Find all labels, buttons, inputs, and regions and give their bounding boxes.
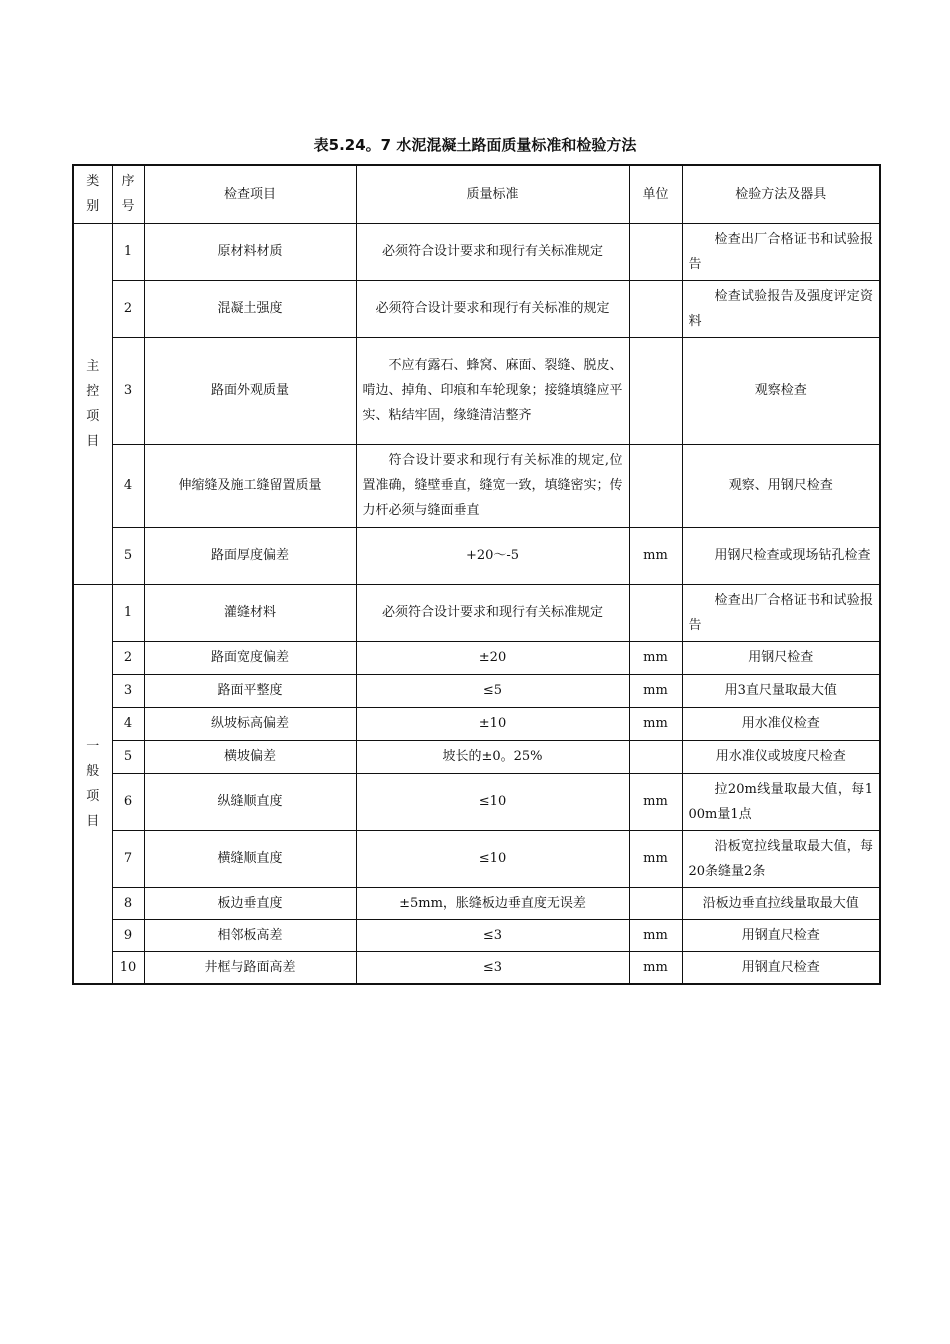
table-row <box>73 707 880 740</box>
row-item: 横坡偏差 <box>144 740 356 773</box>
row-item: 纵坡标高偏差 <box>144 707 356 740</box>
row-item: 横缝顺直度 <box>144 830 356 887</box>
row-unit: mm <box>629 707 682 740</box>
header-row <box>73 165 880 223</box>
header-category: 类别 <box>73 165 112 223</box>
table-row <box>73 830 880 887</box>
row-standard: ≤3 <box>356 951 629 984</box>
row-unit <box>629 280 682 337</box>
row-item: 板边垂直度 <box>144 887 356 919</box>
row-no: 4 <box>112 707 144 740</box>
row-unit: mm <box>629 951 682 984</box>
row-standard: ≤5 <box>356 674 629 707</box>
row-no: 1 <box>112 223 144 280</box>
row-no: 1 <box>112 584 144 641</box>
row-unit <box>629 584 682 641</box>
row-method: 用钢尺检查 <box>682 641 880 674</box>
row-item: 路面外观质量 <box>144 337 356 444</box>
row-item: 路面平整度 <box>144 674 356 707</box>
row-no: 3 <box>112 674 144 707</box>
row-unit: mm <box>629 830 682 887</box>
row-standard: 不应有露石、蜂窝、麻面、裂缝、脱皮、啃边、掉角、印痕和车轮现象；接缝填缝应平实、粘结牢固，缘缝清洁整齐 <box>356 337 629 444</box>
row-no: 6 <box>112 773 144 830</box>
row-method: 观察检查 <box>682 337 880 444</box>
row-no: 9 <box>112 919 144 951</box>
row-standard: +20～-5 <box>356 527 629 584</box>
row-unit: mm <box>629 641 682 674</box>
row-standard: ±5mm，胀缝板边垂直度无误差 <box>356 887 629 919</box>
row-item: 原材料材质 <box>144 223 356 280</box>
row-item: 路面厚度偏差 <box>144 527 356 584</box>
row-no: 10 <box>112 951 144 984</box>
row-no: 7 <box>112 830 144 887</box>
table-row <box>73 674 880 707</box>
category-main: 主控项目 <box>73 223 112 584</box>
quality-standard-table <box>72 164 881 985</box>
row-no: 5 <box>112 527 144 584</box>
category-general: 一般项目 <box>73 584 112 984</box>
row-item: 纵缝顺直度 <box>144 773 356 830</box>
row-unit: mm <box>629 674 682 707</box>
row-unit <box>629 444 682 527</box>
row-method: 用3直尺量取最大值 <box>682 674 880 707</box>
row-method: 沿板宽拉线量取最大值，每20条缝量2条 <box>682 830 880 887</box>
table-row <box>73 527 880 584</box>
row-unit <box>629 223 682 280</box>
row-unit <box>629 887 682 919</box>
row-standard: 必须符合设计要求和现行有关标准的规定 <box>356 280 629 337</box>
table-row <box>73 337 880 444</box>
row-unit: mm <box>629 527 682 584</box>
header-seq: 序号 <box>112 165 144 223</box>
table-title: 表5.24。7 水泥混凝土路面质量标准和检验方法 <box>313 136 637 154</box>
row-method: 用水准仪检查 <box>682 707 880 740</box>
row-item: 伸缩缝及施工缝留置质量 <box>144 444 356 527</box>
row-item: 路面宽度偏差 <box>144 641 356 674</box>
row-no: 3 <box>112 337 144 444</box>
row-item: 井框与路面高差 <box>144 951 356 984</box>
row-unit: mm <box>629 773 682 830</box>
row-standard: ≤3 <box>356 919 629 951</box>
table-row <box>73 223 880 280</box>
row-method: 检查试验报告及强度评定资料 <box>682 280 880 337</box>
row-standard: ±10 <box>356 707 629 740</box>
row-method: 用水准仪或坡度尺检查 <box>682 740 880 773</box>
table-row <box>73 919 880 951</box>
header-unit: 单位 <box>629 165 682 223</box>
table-row <box>73 887 880 919</box>
row-method: 沿板边垂直拉线量取最大值 <box>682 887 880 919</box>
row-method: 观察、用钢尺检查 <box>682 444 880 527</box>
row-method: 用钢直尺检查 <box>682 951 880 984</box>
table-row <box>73 584 880 641</box>
header-method: 检验方法及器具 <box>682 165 880 223</box>
row-method: 检查出厂合格证书和试验报告 <box>682 223 880 280</box>
row-unit <box>629 740 682 773</box>
table-row <box>73 444 880 527</box>
row-standard: 必须符合设计要求和现行有关标准规定 <box>356 223 629 280</box>
table-row <box>73 773 880 830</box>
row-unit: mm <box>629 919 682 951</box>
table-row <box>73 280 880 337</box>
row-no: 8 <box>112 887 144 919</box>
row-standard: ±20 <box>356 641 629 674</box>
row-no: 2 <box>112 280 144 337</box>
row-standard: 符合设计要求和现行有关标准的规定,位置准确，缝壁垂直，缝宽一致，填缝密实；传力杆必须与缝面垂直 <box>356 444 629 527</box>
row-method: 用钢直尺检查 <box>682 919 880 951</box>
row-no: 4 <box>112 444 144 527</box>
row-standard: 坡长的±0。25% <box>356 740 629 773</box>
row-item: 混凝土强度 <box>144 280 356 337</box>
row-no: 5 <box>112 740 144 773</box>
row-item: 相邻板高差 <box>144 919 356 951</box>
header-item: 检查项目 <box>144 165 356 223</box>
row-standard: ≤10 <box>356 773 629 830</box>
table-row <box>73 740 880 773</box>
table-row <box>73 951 880 984</box>
header-standard: 质量标准 <box>356 165 629 223</box>
table-row <box>73 641 880 674</box>
row-method: 拉20m线量取最大值，每100m量1点 <box>682 773 880 830</box>
row-no: 2 <box>112 641 144 674</box>
row-item: 灌缝材料 <box>144 584 356 641</box>
row-method: 用钢尺检查或现场钻孔检查 <box>682 527 880 584</box>
row-standard: ≤10 <box>356 830 629 887</box>
row-method: 检查出厂合格证书和试验报告 <box>682 584 880 641</box>
row-standard: 必须符合设计要求和现行有关标准规定 <box>356 584 629 641</box>
row-unit <box>629 337 682 444</box>
